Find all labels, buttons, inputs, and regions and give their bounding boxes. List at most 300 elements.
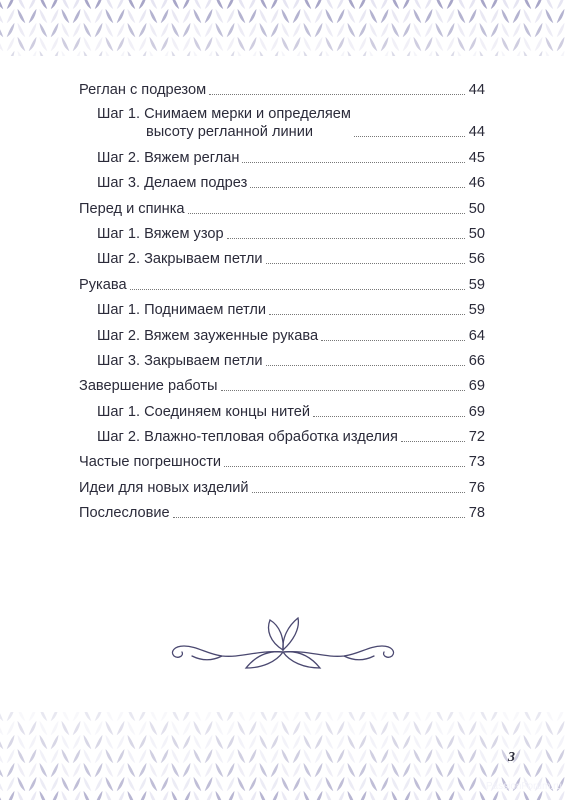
knit-stitch xyxy=(127,22,136,38)
knit-stitch xyxy=(490,734,499,750)
knit-stitch xyxy=(204,36,213,52)
knit-stitch xyxy=(116,762,125,778)
knit-stitch xyxy=(160,712,169,722)
knit-stitch xyxy=(545,22,554,38)
toc-leader-dots xyxy=(252,492,465,493)
knit-stitch xyxy=(204,762,213,778)
toc-entry-label: Шаг 1. Соединяем концы нитей xyxy=(97,403,311,420)
knit-stitch xyxy=(402,22,411,38)
knit-stitch xyxy=(446,748,455,764)
knit-stitch xyxy=(336,720,345,736)
knit-stitch xyxy=(6,776,15,792)
knit-stitch xyxy=(127,762,136,778)
toc-entry[interactable] xyxy=(79,421,485,446)
knit-stitch xyxy=(259,36,268,52)
knit-stitch xyxy=(457,712,466,722)
knit-stitch xyxy=(193,762,202,778)
knit-stitch xyxy=(479,36,488,52)
knit-stitch xyxy=(402,8,411,24)
toc-entry[interactable] xyxy=(79,395,485,420)
knit-stitch xyxy=(127,776,136,792)
knit-stitch xyxy=(490,36,499,52)
knit-stitch xyxy=(457,720,466,736)
knit-stitch xyxy=(391,734,400,750)
knit-stitch xyxy=(171,36,180,52)
knit-stitch xyxy=(17,720,26,736)
knit-stitch xyxy=(314,712,323,722)
knit-stitch xyxy=(61,22,70,38)
knit-stitch xyxy=(72,776,81,792)
knit-stitch xyxy=(127,8,136,24)
knit-stitch xyxy=(325,776,334,792)
knit-stitch xyxy=(248,22,257,38)
toc-entry-page: 46 xyxy=(468,175,485,192)
knit-stitch xyxy=(149,720,158,736)
knit-stitch xyxy=(94,8,103,24)
knit-stitch xyxy=(226,712,235,722)
knit-stitch xyxy=(435,36,444,52)
knit-stitch xyxy=(413,762,422,778)
knit-stitch xyxy=(127,748,136,764)
knit-stitch xyxy=(116,36,125,52)
knit-stitch xyxy=(83,8,92,24)
knit-stitch xyxy=(116,720,125,736)
knit-stitch xyxy=(270,734,279,750)
toc-leader-dots xyxy=(313,416,465,417)
knit-stitch xyxy=(380,762,389,778)
knit-stitch xyxy=(215,712,224,722)
knit-stitch xyxy=(248,734,257,750)
knit-stitch xyxy=(182,22,191,38)
toc-entry[interactable] xyxy=(79,446,485,471)
knit-stitch xyxy=(380,712,389,722)
knit-stitch xyxy=(17,712,26,722)
knit-stitch xyxy=(303,8,312,24)
knit-stitch xyxy=(556,22,565,38)
knit-stitch xyxy=(281,720,290,736)
knit-stitch xyxy=(336,776,345,792)
knit-stitch xyxy=(28,712,37,722)
knit-stitch xyxy=(369,36,378,52)
knit-stitch xyxy=(347,0,356,10)
knit-stitch xyxy=(545,8,554,24)
knit-stitch xyxy=(237,734,246,750)
knit-stitch xyxy=(193,712,202,722)
page-number: 3 xyxy=(508,750,515,765)
knit-stitch xyxy=(182,748,191,764)
toc-entry-label: Шаг 1. Вяжем узор xyxy=(97,225,224,242)
knit-stitch xyxy=(204,720,213,736)
knit-stitch xyxy=(116,712,125,722)
knit-stitch xyxy=(292,762,301,778)
toc-entry-label: Шаг 2. Влажно-тепловая обработка изделия xyxy=(97,429,398,446)
toc-entry-label: Шаг 1. Поднимаем петли xyxy=(97,302,267,319)
knit-stitch xyxy=(556,748,565,764)
watermark-text: PassionForum.ru xyxy=(485,781,562,792)
knit-stitch xyxy=(413,36,422,52)
toc-entry-page: 44 xyxy=(468,124,485,141)
knit-stitch xyxy=(435,0,444,10)
knit-stitch xyxy=(292,8,301,24)
knit-stitch xyxy=(292,734,301,750)
knit-stitch xyxy=(226,720,235,736)
knit-stitch xyxy=(347,36,356,52)
knit-stitch xyxy=(171,712,180,722)
knit-stitch xyxy=(391,720,400,736)
toc-entry[interactable] xyxy=(79,268,485,293)
knit-stitch xyxy=(193,776,202,792)
knit-stitch xyxy=(512,712,521,722)
knit-stitch xyxy=(226,762,235,778)
knit-stitch xyxy=(83,762,92,778)
toc-entry[interactable] xyxy=(79,74,485,99)
knit-stitch xyxy=(512,720,521,736)
knit-stitch xyxy=(138,762,147,778)
knit-stitch xyxy=(39,734,48,750)
knit-stitch xyxy=(413,712,422,722)
knit-stitch xyxy=(149,748,158,764)
toc-entry[interactable] xyxy=(79,192,485,217)
knit-stitch xyxy=(127,720,136,736)
knit-stitch xyxy=(204,22,213,38)
knit-stitch xyxy=(6,762,15,778)
knit-stitch xyxy=(347,712,356,722)
knit-stitch xyxy=(248,0,257,10)
knit-stitch xyxy=(83,36,92,52)
knit-stitch xyxy=(270,8,279,24)
knit-stitch xyxy=(138,748,147,764)
knit-stitch xyxy=(138,734,147,750)
knit-stitch xyxy=(424,22,433,38)
knit-stitch xyxy=(83,0,92,10)
knit-stitch xyxy=(259,22,268,38)
knit-stitch xyxy=(270,776,279,792)
knit-stitch xyxy=(149,0,158,10)
knit-stitch xyxy=(424,8,433,24)
knit-stitch xyxy=(259,734,268,750)
knit-stitch xyxy=(358,762,367,778)
knit-stitch xyxy=(226,0,235,10)
knit-stitch xyxy=(501,22,510,38)
knit-stitch xyxy=(259,776,268,792)
knit-stitch xyxy=(292,36,301,52)
knit-stitch xyxy=(6,734,15,750)
toc-entry-label: Перед и спинка xyxy=(79,200,185,217)
knit-stitch xyxy=(17,762,26,778)
knit-stitch xyxy=(17,734,26,750)
knit-stitch xyxy=(160,720,169,736)
knit-stitch xyxy=(28,36,37,52)
knit-stitch xyxy=(556,720,565,736)
knit-stitch xyxy=(149,22,158,38)
knit-stitch xyxy=(83,776,92,792)
knit-stitch xyxy=(39,8,48,24)
knit-stitch xyxy=(303,776,312,792)
knit-stitch xyxy=(17,22,26,38)
knit-stitch xyxy=(72,8,81,24)
knit-stitch xyxy=(435,8,444,24)
knit-stitch xyxy=(303,0,312,10)
knit-stitch xyxy=(490,8,499,24)
knit-stitch xyxy=(72,0,81,10)
knit-stitch xyxy=(105,712,114,722)
knit-stitch xyxy=(479,734,488,750)
knit-stitch xyxy=(270,36,279,52)
knit-stitch xyxy=(369,8,378,24)
knit-stitch xyxy=(138,22,147,38)
knit-stitch xyxy=(479,712,488,722)
knit-stitch xyxy=(479,0,488,10)
knit-stitch xyxy=(259,8,268,24)
toc-entry[interactable] xyxy=(79,243,485,268)
knit-stitch xyxy=(534,36,543,52)
knit-stitch xyxy=(72,36,81,52)
knit-stitch xyxy=(424,36,433,52)
toc-entry-page: 50 xyxy=(468,200,485,217)
knit-stitch xyxy=(127,734,136,750)
toc-leader-dots xyxy=(250,187,465,188)
knit-stitch xyxy=(61,776,70,792)
toc-entry-page: 44 xyxy=(468,82,485,99)
knit-stitch xyxy=(512,0,521,10)
knit-stitch xyxy=(61,734,70,750)
knit-stitch xyxy=(292,22,301,38)
knit-stitch xyxy=(50,748,59,764)
toc-entry[interactable] xyxy=(79,319,485,344)
knit-stitch xyxy=(193,720,202,736)
knit-stitch xyxy=(347,720,356,736)
knit-stitch xyxy=(468,720,477,736)
knit-stitch xyxy=(39,776,48,792)
knit-stitch xyxy=(83,712,92,722)
knit-stitch xyxy=(226,8,235,24)
knit-stitch xyxy=(358,0,367,10)
knit-stitch xyxy=(545,734,554,750)
knit-stitch xyxy=(61,748,70,764)
knit-stitch xyxy=(281,8,290,24)
knit-stitch xyxy=(424,720,433,736)
knit-stitch xyxy=(303,748,312,764)
knit-stitch xyxy=(237,22,246,38)
knit-stitch xyxy=(171,720,180,736)
toc-entry-page: 45 xyxy=(468,149,485,166)
knit-stitch xyxy=(182,734,191,750)
toc-entry[interactable] xyxy=(79,167,485,192)
toc-entry[interactable] xyxy=(79,345,485,370)
knit-stitch xyxy=(457,748,466,764)
knit-stitch xyxy=(523,0,532,10)
knit-stitch xyxy=(0,734,4,750)
toc-entry[interactable] xyxy=(79,294,485,319)
knit-stitch xyxy=(446,22,455,38)
knit-stitch xyxy=(314,720,323,736)
table-of-contents xyxy=(79,74,485,522)
knit-stitch xyxy=(149,712,158,722)
knit-stitch xyxy=(402,762,411,778)
knit-stitch xyxy=(204,748,213,764)
knit-stitch xyxy=(545,748,554,764)
knit-stitch xyxy=(358,36,367,52)
toc-entry-page: 59 xyxy=(468,302,485,319)
toc-leader-dots xyxy=(269,314,465,315)
knit-stitch xyxy=(61,36,70,52)
knit-stitch xyxy=(248,712,257,722)
knit-stitch xyxy=(314,762,323,778)
knit-stitch xyxy=(369,762,378,778)
toc-entry[interactable] xyxy=(79,218,485,243)
knit-stitch xyxy=(248,720,257,736)
knit-stitch xyxy=(391,748,400,764)
knit-stitch xyxy=(160,0,169,10)
toc-entry-label: Шаг 3. Закрываем петли xyxy=(97,352,263,369)
knit-stitch xyxy=(160,734,169,750)
knit-stitch xyxy=(556,734,565,750)
knit-stitch xyxy=(391,712,400,722)
toc-entry-page: 78 xyxy=(468,505,485,522)
knit-stitch xyxy=(545,720,554,736)
knit-stitch xyxy=(358,720,367,736)
knit-stitch xyxy=(534,720,543,736)
knit-stitch xyxy=(6,748,15,764)
knit-stitch xyxy=(17,0,26,10)
knit-stitch xyxy=(237,36,246,52)
toc-entry[interactable] xyxy=(79,99,485,141)
knit-stitch xyxy=(325,712,334,722)
knit-stitch xyxy=(292,776,301,792)
knit-stitch xyxy=(116,8,125,24)
knit-stitch xyxy=(292,720,301,736)
knit-stitch xyxy=(358,734,367,750)
toc-entry[interactable] xyxy=(79,370,485,395)
knit-stitch xyxy=(490,22,499,38)
knit-stitch xyxy=(72,762,81,778)
knit-stitch xyxy=(512,734,521,750)
knit-stitch xyxy=(248,748,257,764)
toc-entry-label: Частые погрешности xyxy=(79,454,222,471)
knit-stitch xyxy=(116,734,125,750)
toc-entry-page: 72 xyxy=(468,429,485,446)
knit-stitch xyxy=(325,0,334,10)
knit-stitch xyxy=(215,748,224,764)
knit-stitch xyxy=(215,762,224,778)
knit-stitch xyxy=(314,748,323,764)
knit-stitch xyxy=(248,8,257,24)
knit-stitch xyxy=(534,8,543,24)
knit-stitch xyxy=(402,748,411,764)
knit-stitch xyxy=(28,734,37,750)
knit-stitch xyxy=(391,22,400,38)
toc-entry[interactable] xyxy=(79,141,485,166)
knit-stitch xyxy=(182,8,191,24)
knit-stitch xyxy=(556,8,565,24)
knit-stitch xyxy=(83,720,92,736)
knit-stitch xyxy=(369,776,378,792)
knit-stitch xyxy=(270,748,279,764)
toc-entry[interactable] xyxy=(79,471,485,496)
knit-stitch xyxy=(281,734,290,750)
knit-stitch xyxy=(402,776,411,792)
knit-stitch xyxy=(413,776,422,792)
knit-stitch xyxy=(380,0,389,10)
knit-stitch xyxy=(523,36,532,52)
knit-stitch xyxy=(391,8,400,24)
knit-stitch xyxy=(94,36,103,52)
knit-stitch xyxy=(259,720,268,736)
knit-stitch xyxy=(0,0,4,10)
knit-stitch xyxy=(424,734,433,750)
knit-stitch xyxy=(17,776,26,792)
knit-stitch xyxy=(160,748,169,764)
knit-stitch xyxy=(281,36,290,52)
knit-stitch xyxy=(380,748,389,764)
knit-stitch xyxy=(303,734,312,750)
knit-stitch xyxy=(336,748,345,764)
toc-entry-label-line2: высоту регланной линии xyxy=(146,124,314,141)
knit-stitch xyxy=(457,734,466,750)
knit-stitch xyxy=(534,712,543,722)
knit-stitch xyxy=(138,720,147,736)
knit-stitch xyxy=(545,0,554,10)
knit-stitch xyxy=(325,748,334,764)
knit-stitch xyxy=(226,22,235,38)
knit-stitch xyxy=(314,36,323,52)
knit-stitch xyxy=(435,720,444,736)
knit-stitch xyxy=(270,22,279,38)
knit-stitch xyxy=(523,22,532,38)
knit-stitch xyxy=(0,776,4,792)
knit-stitch xyxy=(215,734,224,750)
knit-stitch xyxy=(534,0,543,10)
knit-stitch xyxy=(545,36,554,52)
knit-stitch xyxy=(336,712,345,722)
knit-stitch xyxy=(138,776,147,792)
knit-stitch xyxy=(160,8,169,24)
knit-stitch xyxy=(215,22,224,38)
toc-leader-dots xyxy=(227,238,465,239)
knit-stitch xyxy=(413,748,422,764)
knit-stitch xyxy=(270,720,279,736)
knit-stitch xyxy=(28,748,37,764)
knit-stitch xyxy=(6,720,15,736)
knit-stitch xyxy=(105,0,114,10)
knit-stitch xyxy=(336,8,345,24)
knit-stitch xyxy=(358,22,367,38)
knit-stitch xyxy=(380,720,389,736)
knit-stitch xyxy=(336,734,345,750)
toc-entry-page: 64 xyxy=(468,327,485,344)
knit-stitch xyxy=(303,712,312,722)
knit-stitch xyxy=(72,734,81,750)
knit-stitch xyxy=(39,22,48,38)
knit-stitch xyxy=(468,748,477,764)
toc-entry[interactable] xyxy=(79,497,485,522)
knit-stitch xyxy=(94,748,103,764)
knit-stitch xyxy=(149,734,158,750)
knit-stitch xyxy=(512,22,521,38)
knit-stitch xyxy=(138,36,147,52)
knit-stitch xyxy=(391,0,400,10)
knit-stitch xyxy=(248,776,257,792)
knit-stitch xyxy=(303,22,312,38)
knit-pattern-top xyxy=(0,0,566,56)
knit-stitch xyxy=(336,762,345,778)
knit-stitch xyxy=(446,8,455,24)
knit-stitch xyxy=(204,0,213,10)
knit-stitch xyxy=(237,748,246,764)
knit-stitch xyxy=(501,8,510,24)
knit-stitch xyxy=(149,8,158,24)
knit-stitch xyxy=(435,748,444,764)
